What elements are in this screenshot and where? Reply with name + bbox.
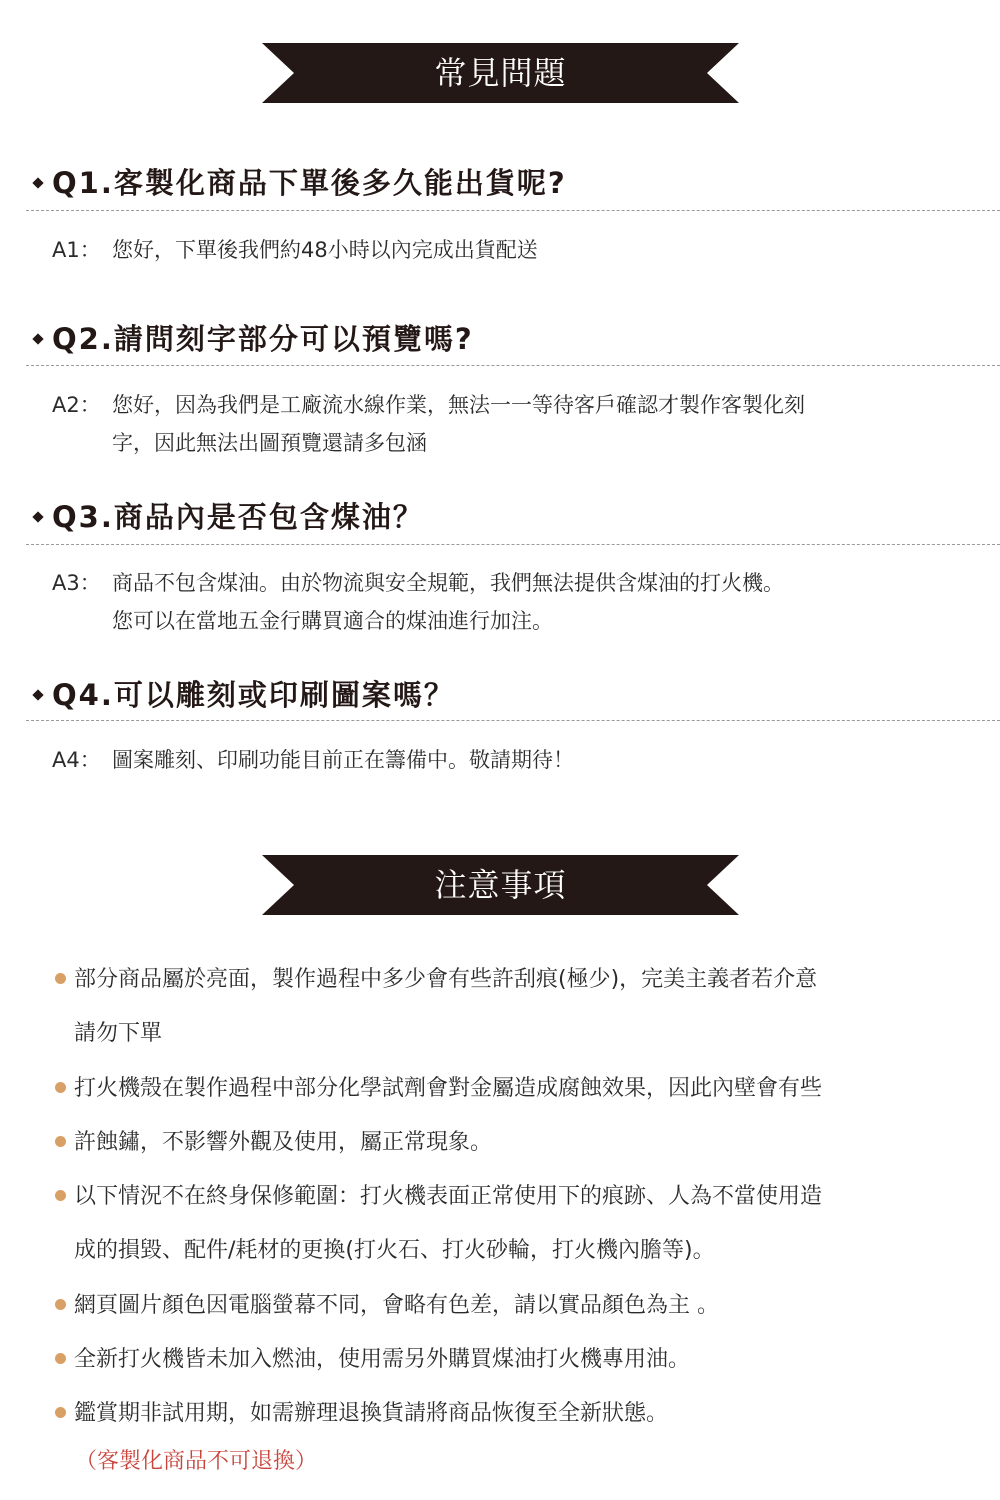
question-text: Q4.可以雕刻或印刷圖案嗎？	[52, 678, 455, 712]
notice-item-5	[55, 1279, 955, 1333]
diamond-bullet-icon	[32, 177, 43, 188]
answer-line: 您好，因為我們是工廠流水線作業，無法一一等待客戶確認才製作客製化刻	[112, 393, 805, 417]
dot-bullet-icon	[55, 1407, 66, 1418]
dashed-divider	[26, 544, 1000, 545]
no-return-note: （客製化商品不可退換）	[75, 1449, 318, 1474]
answer-line: 商品不包含煤油。由於物流與安全規範，我們無法提供含煤油的打火機。	[112, 571, 784, 595]
notice-text: 部分商品屬於亮面，製作過程中多少會有些許刮痕(極少)，完美主義者若介意	[74, 967, 818, 992]
answer-label: A4：	[52, 748, 101, 772]
notice-banner	[262, 855, 739, 915]
faq-answer-2	[52, 386, 992, 462]
faq-banner-title: 常見問題	[434, 54, 567, 92]
faq-answer-1	[52, 231, 992, 269]
answer-label: A1：	[52, 238, 101, 262]
answer-label: A2：	[52, 393, 101, 417]
notice-item-3	[55, 1116, 955, 1170]
dot-bullet-icon	[55, 1136, 66, 1147]
answer-line: 您好，下單後我們約48小時以內完成出貨配送	[112, 238, 538, 262]
dot-bullet-icon	[55, 1082, 66, 1093]
dashed-divider	[26, 365, 1000, 366]
notice-item-4	[55, 1170, 955, 1278]
dot-bullet-icon	[55, 1353, 66, 1364]
question-text: Q1.客製化商品下單後多久能出貨呢?	[52, 166, 567, 200]
answer-line: 您可以在當地五金行購買適合的煤油進行加注。	[112, 609, 553, 633]
question-text: Q3.商品內是否包含煤油？	[52, 500, 424, 534]
notice-text: 全新打火機皆未加入燃油，使用需另外購買煤油打火機專用油。	[74, 1347, 691, 1372]
faq-answer-4	[52, 741, 992, 779]
faq-question-3	[30, 497, 424, 537]
dot-bullet-icon	[55, 1190, 66, 1201]
notice-item-7	[55, 1387, 955, 1441]
notice-banner-title: 注意事項	[434, 866, 567, 904]
answer-line: 圖案雕刻、印刷功能目前正在籌備中。敬請期待！	[112, 748, 574, 772]
notice-item-1	[55, 953, 955, 1061]
notice-text: 網頁圖片顏色因電腦螢幕不同，會略有色差，請以實品顏色為主 。	[74, 1293, 719, 1318]
faq-answer-3	[52, 564, 992, 640]
question-text: Q2.請問刻字部分可以預覽嗎?	[52, 322, 474, 356]
answer-line: 字，因此無法出圖預覽還請多包涵	[112, 431, 427, 455]
notice-text: 請勿下單	[74, 1021, 163, 1046]
notice-text: 許蝕鏽，不影響外觀及使用，屬正常現象。	[74, 1130, 493, 1155]
diamond-bullet-icon	[32, 689, 43, 700]
diamond-bullet-icon	[32, 333, 43, 344]
answer-label: A3：	[52, 571, 101, 595]
dot-bullet-icon	[55, 1299, 66, 1310]
dashed-divider	[26, 210, 1000, 211]
notice-text: 成的損毀、配件/耗材的更換(打火石、打火砂輪，打火機內膽等)。	[74, 1238, 715, 1263]
diamond-bullet-icon	[32, 511, 43, 522]
notice-item-6	[55, 1333, 955, 1387]
notice-text: 以下情況不在終身保修範圍：打火機表面正常使用下的痕跡、人為不當使用造	[74, 1184, 823, 1209]
faq-question-4	[30, 675, 455, 715]
notice-item-2	[55, 1062, 955, 1116]
notice-text: 打火機殼在製作過程中部分化學試劑會對金屬造成腐蝕效果，因此內壁會有些	[74, 1076, 823, 1101]
faq-question-2	[30, 319, 474, 359]
dashed-divider	[26, 720, 1000, 721]
notice-text: 鑑賞期非試用期，如需辦理退換貨請將商品恢復至全新狀態。	[74, 1401, 669, 1426]
faq-banner	[262, 43, 739, 103]
faq-question-1	[30, 163, 567, 203]
dot-bullet-icon	[55, 973, 66, 984]
